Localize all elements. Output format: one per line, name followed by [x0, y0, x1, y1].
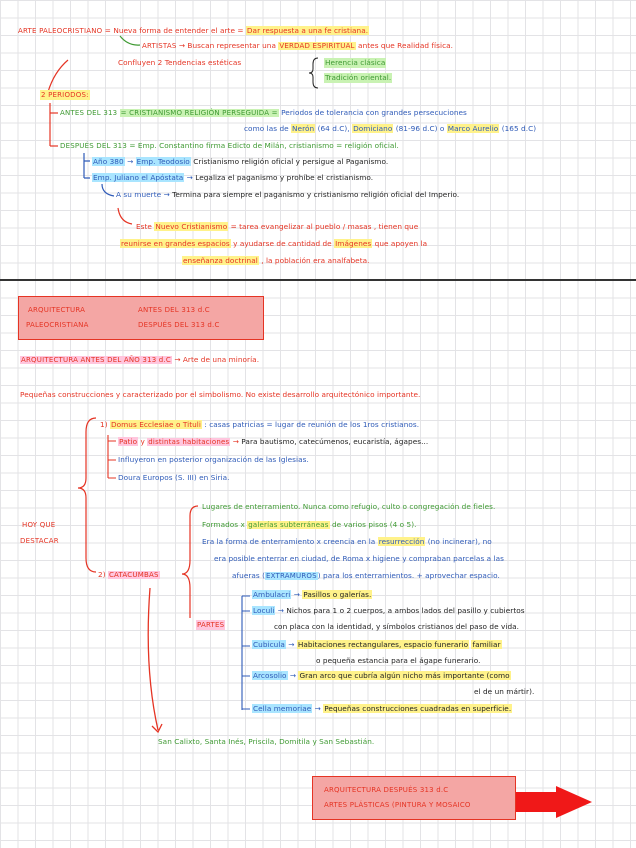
no-incinerar: (no incinerar), no: [427, 537, 492, 546]
hoy-que: HOY QUE: [22, 521, 56, 529]
patio: Patio: [119, 437, 138, 446]
line-juliano: Emp. Juliano el Apóstata → Legaliza el paganismo y prohíbe el cristianismo.: [93, 173, 374, 182]
arcosolio: Arcosolio: [253, 671, 287, 680]
line-arcosolio: Arcosolio → Gran arco que cubría algún nicho más importante (como: [253, 671, 510, 680]
line-domus: [100, 420, 419, 430]
distintas-habitaciones: distintas habitaciones: [148, 438, 230, 446]
box1-paleocristiana: PALEOCRISTIANA: [26, 321, 89, 329]
brace-hoy: [78, 418, 96, 572]
line-antes-313: [60, 108, 467, 118]
artistas-text: Buscan representar una: [187, 41, 276, 50]
line-patio: Patio y distintas habitaciones → Para bautismo, catecúmenos, eucaristía, ágapes...: [119, 437, 429, 446]
emp-teodosio: Emp. Teodosio: [136, 157, 190, 166]
ayudarse-text: y ayudarse de cantidad de: [233, 239, 332, 248]
cella-text: Pequeñas construcciones cuadradas en superficie.: [324, 704, 512, 713]
line-catacumbas: [98, 570, 160, 580]
ambulacri: Ambulacri: [253, 590, 291, 599]
section-divider: [0, 279, 636, 281]
line-resurreccion: [202, 537, 492, 547]
box2-artes-plasticas: ARTES PLÁSTICAS (PINTURA Y MOSAICO: [324, 801, 471, 809]
juliano-text: Legaliza el paganismo y prohíbe el cristianismo.: [195, 173, 374, 182]
ensenanza-doctrinal: enseñanza doctrinal: [183, 256, 258, 265]
line-tendencias: [118, 58, 241, 68]
arrow-ejemplos: [148, 588, 158, 730]
destacar: DESTACAR: [20, 537, 59, 545]
line-galerias: [202, 520, 417, 530]
doura-europos: Doura Europos (S. III) en Siria.: [118, 473, 230, 482]
highlight-fe-cristiana: Dar respuesta a una fe cristiana.: [246, 26, 369, 35]
religion-perseguida: = CRISTIANISMO RELIGIÓN PERSEGUIDA =: [120, 109, 278, 117]
verdad-espiritual: VERDAD ESPIRITUAL: [279, 42, 355, 50]
arte-minoria: Arte de una minoría.: [182, 355, 260, 364]
box-arquitectura-paleocristiana: [18, 296, 264, 340]
apoyen-text: que apoyen la: [374, 239, 428, 248]
arrow-nuevo: [118, 208, 132, 224]
arrow-periodos: [48, 60, 68, 92]
grandes-espacios: reunirse en grandes espacios: [121, 239, 230, 248]
line-su-muerte: A su muerte → Termina para siempre el paganismo y cristianismo religión oficial del Imperio.: [116, 190, 460, 199]
catacumbas-lugares: Lugares de enterramiento. Nunca como refugio, culto o congregación de fieles.: [202, 502, 496, 511]
resurreccion: resurrección: [378, 537, 425, 546]
despues-313: DESPUÉS DEL 313: [60, 142, 127, 150]
big-arrow-shaft: [512, 792, 558, 812]
domus-ecclesiae: Domus Ecclesiae o Tituli: [110, 420, 201, 429]
patio-uso: Para bautismo, catecúmenos, eucaristía, ágapes...: [241, 437, 429, 446]
tendencias-label: Confluyen 2 Tendencias estéticas: [118, 58, 242, 67]
higiene-text: era posible enterrar en ciudad, de Roma x higiene y compraban parcelas a las: [214, 554, 505, 563]
domus-text: : casas patricias = lugar de reunión de los 1ros cristianos.: [204, 420, 420, 429]
antes-313: ANTES DEL 313: [60, 109, 118, 117]
neron: Nerón: [292, 124, 315, 133]
arrow-artistas: [120, 36, 140, 45]
periodos-label: 2 PERIODOS:: [41, 91, 89, 99]
arquitectura-antes-title: ARQUITECTURA ANTES DEL AÑO 313 d.C: [21, 356, 171, 364]
big-arrow: [556, 786, 592, 818]
line-nuevo-cristianismo: [136, 222, 418, 232]
artistas-text-end: antes que Realidad física.: [358, 41, 454, 50]
emp-juliano: Emp. Juliano el Apóstata: [93, 173, 184, 182]
cella-memoriae: Cella memoriae: [253, 704, 312, 713]
teodosio-text: Cristianismo religión oficial y persigue al Paganismo.: [193, 157, 389, 166]
loculi: Loculi: [253, 606, 275, 615]
periodos-tolerancia: Periodos de tolerancia con grandes persecuciones: [281, 108, 467, 117]
artistas-label: ARTISTAS: [142, 42, 177, 50]
formados-text: Formados x: [202, 520, 245, 529]
domiciano-date: (81-96 d.C) o: [395, 124, 445, 133]
brace-catacumbas: [182, 506, 198, 618]
marco-aurelio-date: (165 d.C): [501, 124, 537, 133]
partes-label: PARTES: [197, 621, 225, 629]
arcosolio-text: Gran arco que cubría algún nicho más importante (como: [299, 671, 510, 680]
familiar: familiar: [472, 640, 501, 649]
line-ambulacri: Ambulacri → Pasillos o galerías.: [253, 590, 372, 599]
aprovechar-text: ) para los enterramientos. + aprovechar espacio.: [317, 571, 500, 580]
a-su-muerte: A su muerte: [116, 190, 162, 199]
tradicion-oriental: Tradición oriental.: [325, 73, 392, 82]
box2-arquitectura-despues: ARQUITECTURA DESPUÉS 313 d.C: [324, 786, 449, 794]
line-despues-313: [60, 141, 399, 151]
line-extramuros: [232, 571, 500, 581]
bracket-domus: [108, 435, 116, 478]
arcosolio-text-2: el de un mártir).: [474, 687, 535, 696]
loculi-text-2: con placa con la identidad, y símbolos cristianos del paso de vida.: [274, 622, 520, 631]
bracket-despues: [84, 153, 90, 178]
analfabeta-text: , la población era analfabeta.: [261, 256, 370, 265]
afueras-text: afueras (: [232, 571, 266, 580]
marco-aurelio: Marco Aurelio: [447, 124, 499, 133]
influyeron-text: Influyeron en posterior organización de las Iglesias.: [118, 455, 309, 464]
cubicula: Cubicula: [253, 640, 285, 649]
box-arquitectura-despues: [312, 776, 516, 820]
line-cubicula: Cubicula → Habitaciones rectangulares, espacio funerario familiar: [253, 640, 501, 649]
este-text: Este: [136, 222, 152, 231]
evangelizar-text: = tarea evangelizar al pueblo / masas , tienen que: [230, 222, 419, 231]
ano-380: Año 380: [93, 157, 124, 166]
box1-antes: ANTES DEL 313 d.C: [138, 306, 210, 314]
domiciano: Domiciano: [353, 124, 393, 133]
catacumbas-ejemplos: San Calixto, Santa Inés, Priscila, Domitila y San Sebastián.: [158, 737, 375, 746]
persecuciones-text: como las de: [244, 124, 289, 133]
extramuros: EXTRAMUROS: [266, 572, 317, 580]
imagenes: Imágenes: [335, 239, 372, 248]
line-persecuciones: [244, 124, 536, 134]
catacumbas: CATACUMBAS: [108, 571, 159, 579]
herencia-clasica: Herencia clásica: [325, 58, 386, 67]
enterramiento-text: Era la forma de enterramiento x creencia en la: [202, 537, 376, 546]
line-ensenanza: [182, 256, 370, 266]
ambulacri-text: Pasillos o galerías.: [303, 590, 372, 599]
muerte-text: Termina para siempre el paganismo y cristianismo religión oficial del Imperio.: [172, 190, 460, 199]
edicto-milan: = Emp. Constantino firma Edicto de Milán, cristianismo = religión oficial.: [129, 141, 399, 150]
bracket-partes: [242, 596, 250, 710]
brace-tendencias: [309, 58, 318, 88]
line-ano-380: Año 380 → Emp. Teodosio Cristianismo religión oficial y persigue al Paganismo.: [93, 157, 389, 166]
box1-arquitectura: ARQUITECTURA: [28, 306, 86, 314]
box1-despues: DESPUÉS DEL 313 d.C: [138, 321, 220, 329]
definition-text: = Nueva forma de entender el arte =: [104, 26, 244, 35]
patio-y: y: [140, 437, 145, 446]
heading-antes-313: ARQUITECTURA ANTES DEL AÑO 313 d.C → Arte de una minoría.: [21, 355, 260, 364]
galerias-subterraneas: galerías subterráneas: [248, 521, 329, 529]
intro-text: Pequeñas construcciones y caracterizado por el simbolismo. No existe desarrollo arquitectónico importante.: [20, 390, 421, 399]
line-reunirse: [120, 239, 427, 249]
varios-pisos: de varios pisos (4 o 5).: [332, 520, 417, 529]
nuevo-cristianismo: Nuevo Cristianismo: [155, 222, 228, 231]
line-loculi: Loculi → Nichos para 1 o 2 cuerpos, a ambos lados del pasillo y cubiertos: [253, 606, 525, 615]
num-1: 1): [100, 420, 108, 429]
loculi-text: Nichos para 1 o 2 cuerpos, a ambos lados del pasillo y cubiertos: [286, 606, 525, 615]
cubicula-text: Habitaciones rectangulares, espacio funerario: [297, 640, 469, 649]
num-2: 2): [98, 570, 106, 579]
line-arte-paleocristiano: [18, 26, 369, 36]
arrow-muerte: [102, 184, 114, 196]
arte-paleocristiano-title: ARTE PALEOCRISTIANO: [18, 27, 103, 35]
cubicula-text-2: o pequeña estancia para el ágape funerario.: [316, 656, 481, 665]
line-cella: Cella memoriae → Pequeñas construcciones cuadradas en superficie.: [253, 704, 512, 713]
neron-date: (64 d.C),: [317, 124, 350, 133]
line-artistas: ARTISTAS → Buscan representar una VERDAD ESPIRITUAL antes que Realidad física.: [142, 41, 454, 50]
